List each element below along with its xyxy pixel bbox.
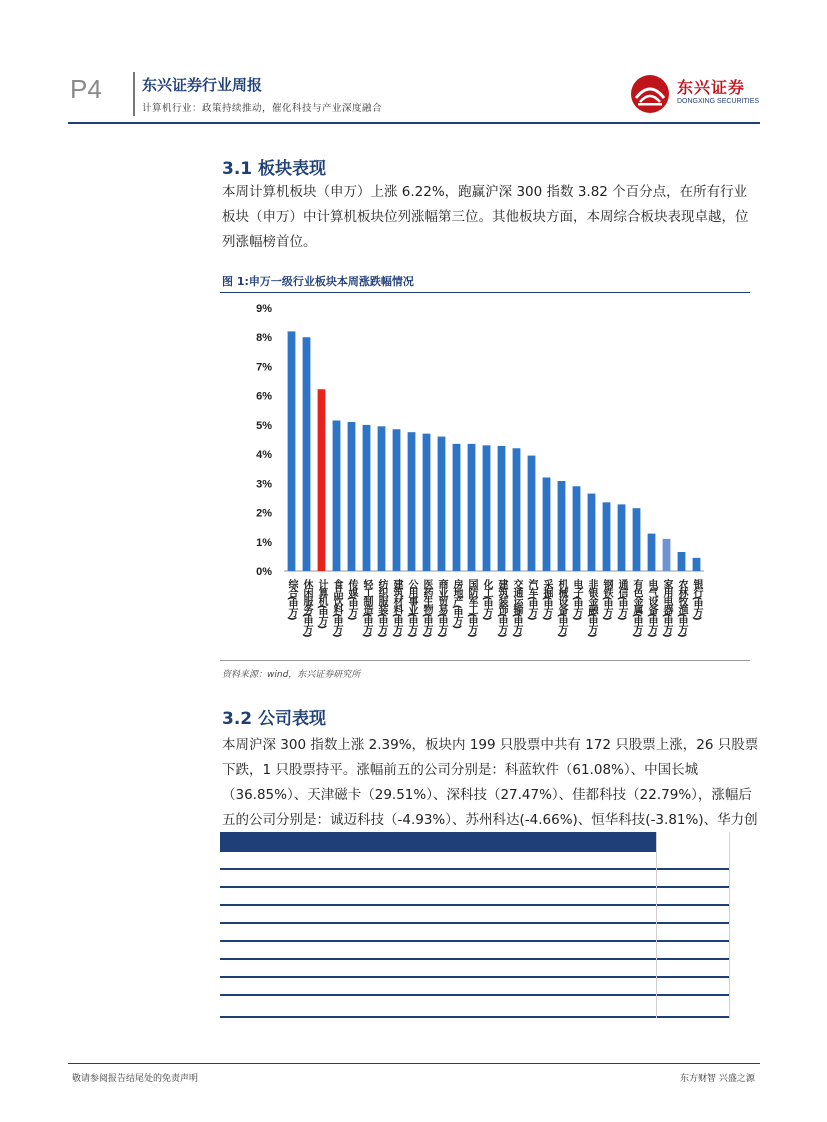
- section-paragraph-board: 本周计算机板块（申万）上涨 6.22%，跑赢沪深 300 指数 3.82 个百分点，在所有行业板块（申万）中计算机板块位列涨幅第三位。其他板块方面，本周综合板块表现卓越，位列涨幅榜首位。: [222, 184, 749, 250]
- section-heading-board: 3.1 板块表现: [222, 159, 327, 179]
- bar: [498, 446, 506, 571]
- bar: [423, 434, 431, 571]
- x-tick-label: 食品饮料(申万): [331, 579, 342, 637]
- x-tick-label: 机械设备(申万): [556, 579, 567, 637]
- y-tick-label: 2%: [256, 507, 272, 520]
- section-heading-company: 3.2 公司表现: [222, 709, 327, 729]
- x-tick-label: 电子(申万): [571, 579, 582, 620]
- x-tick-label: 轻工制造(申万): [361, 579, 372, 637]
- bar: [438, 437, 446, 571]
- table-row: [220, 940, 730, 960]
- bar: [618, 504, 626, 571]
- footer-disclaimer: 敬请参阅报告结尾处的免责声明: [72, 1074, 199, 1084]
- footer-rule: [68, 1063, 760, 1064]
- bar: [393, 429, 401, 571]
- header-divider: [133, 72, 135, 116]
- bar: [453, 444, 461, 571]
- table-row: [220, 904, 730, 924]
- table-row: [220, 976, 730, 996]
- x-tick-label: 采掘(申万): [541, 579, 552, 620]
- x-tick-label: 化工(申万): [481, 579, 492, 620]
- table-header: [220, 832, 656, 852]
- bar: [633, 508, 641, 571]
- x-tick-label: 房地产(申万): [451, 579, 462, 628]
- x-tick-label: 汽车(申万): [526, 579, 537, 620]
- x-tick-label: 医药生物(申万): [421, 579, 432, 637]
- bar: [558, 481, 566, 571]
- x-tick-label: 公用事业(申万): [406, 579, 417, 637]
- table-row: [220, 998, 730, 1018]
- page-number: P4: [70, 74, 102, 104]
- table-column-divider: [656, 832, 657, 1018]
- y-tick-label: 6%: [256, 390, 272, 403]
- x-tick-label: 电气设备(申万): [646, 579, 657, 637]
- x-tick-label: 休闲服务(申万): [301, 579, 312, 637]
- bar: [288, 331, 296, 571]
- bar: [468, 444, 476, 571]
- bar: [378, 426, 386, 571]
- bar: [348, 422, 356, 571]
- bar: [483, 445, 491, 571]
- company-table: [220, 832, 730, 1018]
- x-tick-label: 纺织服装(申万): [376, 579, 387, 637]
- x-tick-label: 交通运输(申万): [511, 579, 522, 637]
- y-tick-label: 0%: [256, 566, 272, 578]
- x-tick-label: 国防军工(申万): [466, 579, 477, 637]
- bar: [303, 337, 311, 571]
- x-tick-label: 家用电器(申万): [661, 579, 672, 637]
- x-tick-label: 商业贸易(申万): [436, 579, 447, 637]
- x-tick-label: 传媒(申万): [346, 579, 357, 620]
- y-tick-label: 4%: [256, 449, 272, 462]
- footer-slogan: 东方财智 兴盛之源: [680, 1074, 755, 1084]
- bar: [663, 539, 671, 571]
- section-paragraph-company: 本周沪深 300 指数上涨 2.39%，板块内 199 只股票中共有 172 只股票上涨，26 只股票下跌，1 只股票持平。涨幅前五的公司分别是：科蓝软件（61.08%）、中国长城（36.85%）、天津磁卡（29.51%）、深科技（27.47%）、佳都科技（22.79%），涨幅后五的公司分别是：诚迈科技（-4.93%）、苏州科达(-4.66%)、恒华科技(-3.81%)、华力创: [222, 737, 759, 828]
- bar: [363, 425, 371, 571]
- table-row: [220, 958, 730, 978]
- table-row: [220, 886, 730, 906]
- figure-title: 图 1:申万一级行业板块本周涨跌幅情况: [222, 275, 414, 288]
- y-tick-label: 3%: [256, 478, 272, 491]
- figure-title-rule: [220, 292, 750, 293]
- x-tick-label: 非银金融(申万): [586, 579, 597, 637]
- x-tick-label: 建筑装饰(申万): [496, 579, 507, 637]
- y-tick-label: 8%: [256, 332, 272, 345]
- x-tick-label: 综合(申万): [286, 579, 297, 620]
- x-tick-label: 有色金属(申万): [631, 579, 642, 637]
- table-row: [220, 850, 730, 870]
- industry-bar-chart: [222, 296, 750, 658]
- logo-text-en: DONGXING SECURITIES: [677, 98, 760, 105]
- y-tick-label: 1%: [256, 536, 272, 549]
- bar: [318, 389, 326, 571]
- figure-source-rule: [220, 660, 750, 661]
- x-tick-label: 通信(申万): [616, 579, 627, 620]
- bar: [513, 448, 521, 571]
- y-tick-label: 5%: [256, 419, 272, 432]
- report-subtitle: 计算机行业：政策持续推动，催化科技与产业深度融合: [142, 103, 383, 114]
- x-tick-label: 银行(申万): [691, 579, 702, 620]
- figure-source: 资料来源：wind，东兴证券研究所: [222, 670, 361, 680]
- y-tick-label: 9%: [256, 303, 272, 315]
- x-tick-label: 农林牧渔(申万): [676, 579, 687, 637]
- bar: [333, 421, 341, 571]
- header-rule: [68, 122, 760, 124]
- y-tick-label: 7%: [256, 361, 272, 374]
- report-title: 东兴证券行业周报: [142, 76, 263, 94]
- bar: [408, 432, 416, 571]
- bar: [528, 456, 536, 571]
- bar: [693, 558, 701, 571]
- table-row: [220, 868, 730, 888]
- table-row: [220, 922, 730, 942]
- bar: [543, 477, 551, 571]
- x-tick-label: 钢铁(申万): [601, 579, 612, 620]
- bar: [603, 502, 611, 571]
- x-tick-label: 计算机(申万): [316, 579, 327, 628]
- x-tick-label: 建筑材料(申万): [391, 579, 402, 637]
- logo-text-cn: 东兴证券: [677, 78, 746, 97]
- bar: [648, 534, 656, 571]
- bar: [588, 494, 596, 571]
- bar: [573, 486, 581, 571]
- table-right-border: [729, 832, 730, 1018]
- bar: [678, 552, 686, 571]
